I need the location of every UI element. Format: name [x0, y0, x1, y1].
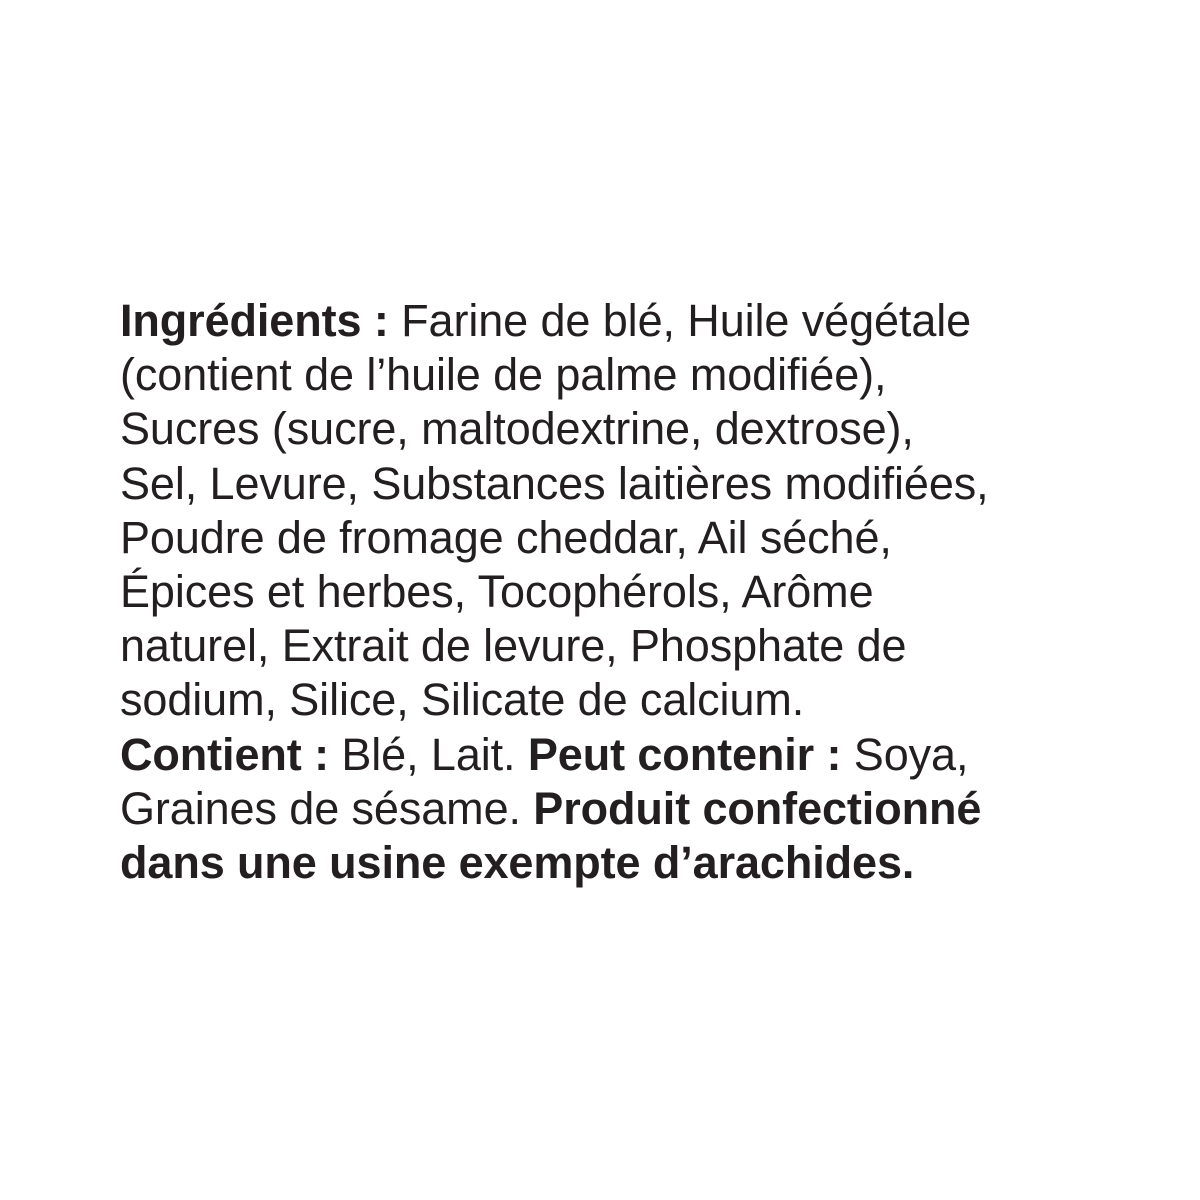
ingredients-text-block	[120, 294, 1120, 890]
label-line-4	[120, 457, 1120, 511]
ingredients-text: Sucres (sucre, maltodextrine, dextrose),	[120, 403, 914, 455]
label-line-3	[120, 402, 1120, 456]
contains-heading: Contient :	[120, 728, 329, 780]
ingredients-text: naturel, Extrait de levure, Phosphate de	[120, 620, 907, 672]
label-line-1	[120, 294, 1120, 348]
label-line-5	[120, 511, 1120, 565]
ingredients-text: sodium, Silice, Silicate de calcium.	[120, 674, 805, 726]
ingredients-text: Farine de blé, Huile végétale	[388, 295, 972, 346]
contains-text: Blé, Lait.	[328, 728, 528, 780]
label-line-7	[120, 619, 1120, 673]
may-contain-text: Graines de sésame.	[120, 782, 534, 834]
ingredients-text: Épices et herbes, Tocophérols, Arôme	[120, 565, 874, 617]
may-contain-heading: Peut contenir :	[527, 728, 842, 780]
ingredients-text: Sel, Levure, Substances laitières modifiées,	[120, 457, 989, 509]
label-line-2	[120, 348, 1120, 402]
label-line-10	[120, 782, 1120, 836]
label-line-6	[120, 565, 1120, 619]
ingredients-text: (contient de l’huile de palme modifiée),	[120, 349, 887, 401]
peanut-free-statement: Produit confectionné	[533, 782, 982, 834]
ingredients-heading: Ingrédients :	[120, 295, 389, 346]
label-line-11	[120, 836, 1120, 890]
label-line-9	[120, 728, 1120, 782]
may-contain-text: Soya,	[841, 728, 969, 780]
label-line-8	[120, 673, 1120, 727]
ingredients-text: Poudre de fromage cheddar, Ail séché,	[120, 511, 892, 563]
peanut-free-statement: dans une usine exempte d’arachides.	[120, 836, 915, 888]
